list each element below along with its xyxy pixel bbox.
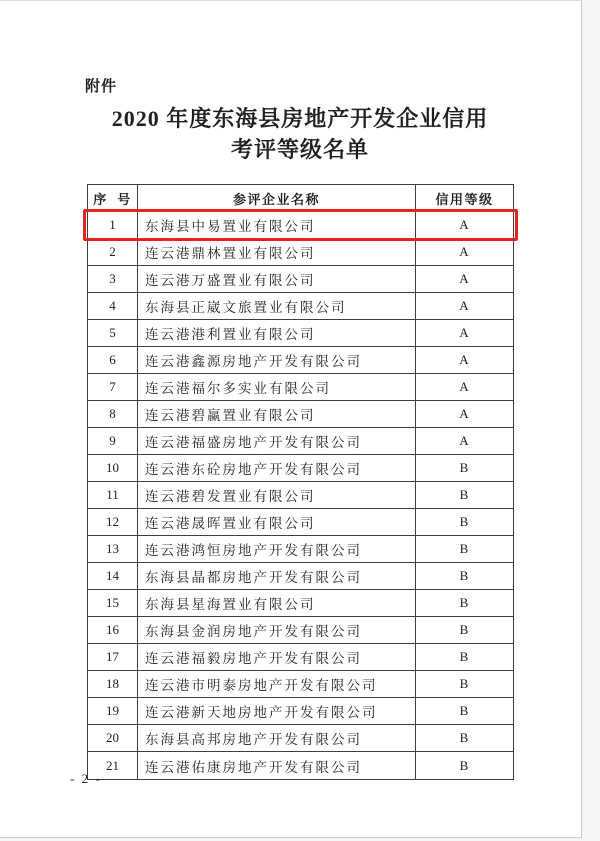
table-row bbox=[88, 698, 513, 725]
credit-rating: B bbox=[459, 730, 470, 745]
row-serial-number: 3 bbox=[88, 266, 138, 292]
credit-rating: A bbox=[459, 379, 470, 394]
company-name: 连云港市明泰房地产开发有限公司 bbox=[138, 671, 416, 697]
credit-rating: B bbox=[459, 703, 470, 718]
table-row bbox=[88, 428, 513, 455]
row-serial-number: 8 bbox=[88, 401, 138, 427]
table-row bbox=[88, 509, 513, 536]
credit-rating: B bbox=[459, 541, 470, 556]
company-name: 连云港鑫源房地产开发有限公司 bbox=[138, 347, 416, 373]
table-row bbox=[88, 563, 513, 590]
credit-rating: B bbox=[459, 460, 470, 475]
table-row bbox=[88, 320, 513, 347]
table-body bbox=[88, 212, 513, 779]
company-name: 东海县金润房地产开发有限公司 bbox=[138, 617, 416, 643]
credit-rating: A bbox=[459, 271, 470, 286]
header-company-name: 参评企业名称 bbox=[138, 185, 416, 211]
credit-rating: B bbox=[459, 757, 470, 773]
table-row bbox=[88, 239, 513, 266]
row-serial-number: 1 bbox=[88, 212, 138, 238]
credit-rating: B bbox=[459, 676, 470, 691]
attachment-label: 附件 bbox=[85, 78, 118, 95]
credit-rating: A bbox=[459, 217, 470, 232]
table-row bbox=[88, 644, 513, 671]
title-line-2: 考评等级名单 bbox=[230, 137, 369, 162]
row-serial-number: 17 bbox=[88, 644, 138, 670]
credit-rating: B bbox=[459, 649, 470, 664]
credit-rating-table bbox=[87, 184, 514, 780]
row-serial-number: 14 bbox=[88, 563, 138, 589]
row-serial-number: 11 bbox=[88, 482, 138, 508]
table-row bbox=[88, 671, 513, 698]
credit-rating: A bbox=[459, 352, 470, 367]
table-row bbox=[88, 536, 513, 563]
table-row bbox=[88, 401, 513, 428]
company-name: 连云港鸿恒房地产开发有限公司 bbox=[138, 536, 416, 562]
table-row-highlighted bbox=[88, 212, 513, 239]
company-name: 连云港碧发置业有限公司 bbox=[138, 482, 416, 508]
credit-rating: B bbox=[459, 622, 470, 637]
credit-rating: B bbox=[459, 568, 470, 583]
table-row bbox=[88, 455, 513, 482]
table-row bbox=[88, 590, 513, 617]
table-row bbox=[88, 266, 513, 293]
row-serial-number: 16 bbox=[88, 617, 138, 643]
table-row bbox=[88, 617, 513, 644]
table-row bbox=[88, 725, 513, 752]
company-name: 连云港碧赢置业有限公司 bbox=[138, 401, 416, 427]
company-name: 连云港佑康房地产开发有限公司 bbox=[138, 752, 416, 779]
row-serial-number: 15 bbox=[88, 590, 138, 616]
row-serial-number: 2 bbox=[88, 239, 138, 265]
company-name: 连云港福毅房地产开发有限公司 bbox=[138, 644, 416, 670]
row-serial-number: 13 bbox=[88, 536, 138, 562]
row-serial-number: 19 bbox=[88, 698, 138, 724]
credit-rating: A bbox=[459, 406, 470, 421]
company-name: 东海县正崴文旅置业有限公司 bbox=[138, 293, 416, 319]
table-row bbox=[88, 347, 513, 374]
row-serial-number: 4 bbox=[88, 293, 138, 319]
company-name: 连云港万盛置业有限公司 bbox=[138, 266, 416, 292]
company-name: 连云港福盛房地产开发有限公司 bbox=[138, 428, 416, 454]
credit-rating: B bbox=[459, 487, 470, 502]
table-row bbox=[88, 482, 513, 509]
credit-rating: A bbox=[459, 244, 470, 259]
row-serial-number: 21 bbox=[88, 752, 138, 779]
company-name: 连云港福尔多实业有限公司 bbox=[138, 374, 416, 400]
row-serial-number: 9 bbox=[88, 428, 138, 454]
row-serial-number: 18 bbox=[88, 671, 138, 697]
table-row bbox=[88, 293, 513, 320]
table-row bbox=[88, 374, 513, 401]
row-serial-number: 6 bbox=[88, 347, 138, 373]
title-line-1: 2020 年度东海县房地产开发企业信用 bbox=[111, 106, 489, 131]
credit-rating: B bbox=[459, 595, 470, 610]
company-name: 连云港东砼房地产开发有限公司 bbox=[138, 455, 416, 481]
company-name: 东海县中易置业有限公司 bbox=[138, 212, 416, 238]
page-number: - 2 - bbox=[70, 771, 102, 786]
credit-rating: A bbox=[459, 298, 470, 313]
row-serial-number: 12 bbox=[88, 509, 138, 535]
company-name: 连云港新天地房地产开发有限公司 bbox=[138, 698, 416, 724]
row-serial-number: 10 bbox=[88, 455, 138, 481]
document-title bbox=[87, 103, 513, 165]
row-serial-number: 5 bbox=[88, 320, 138, 346]
company-name: 东海县星海置业有限公司 bbox=[138, 590, 416, 616]
company-name: 东海县晶都房地产开发有限公司 bbox=[138, 563, 416, 589]
row-serial-number: 7 bbox=[88, 374, 138, 400]
row-serial-number: 20 bbox=[88, 725, 138, 751]
company-name: 连云港晟晖置业有限公司 bbox=[138, 509, 416, 535]
company-name: 连云港鼎林置业有限公司 bbox=[138, 239, 416, 265]
company-name: 连云港港利置业有限公司 bbox=[138, 320, 416, 346]
company-name: 东海县高邦房地产开发有限公司 bbox=[138, 725, 416, 751]
credit-rating: A bbox=[459, 325, 470, 340]
credit-rating: A bbox=[459, 433, 470, 448]
header-credit-rating: 信用等级 bbox=[435, 191, 494, 207]
credit-rating: B bbox=[459, 514, 470, 529]
table-row bbox=[88, 752, 513, 779]
header-serial-number: 序 号 bbox=[88, 185, 138, 211]
table-header-row bbox=[88, 185, 513, 212]
